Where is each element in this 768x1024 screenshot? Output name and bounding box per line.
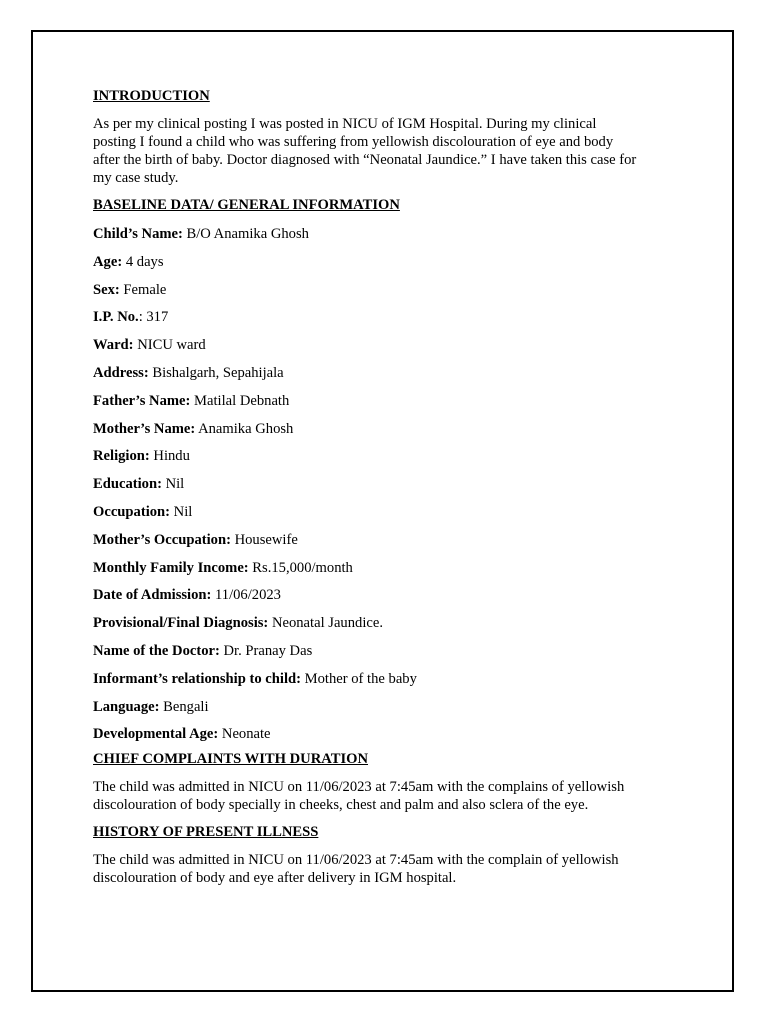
history-line: discolouration of body and eye after delivery in IGM hospital. [93, 870, 457, 887]
introduction-line: posting I found a child who was suffering from yellowish discolouration of eye and body [93, 134, 614, 150]
field-label: Provisional/Final Diagnosis: [93, 615, 269, 632]
field-value: Matilal Debnath [190, 392, 290, 409]
field-mother-occupation [93, 531, 683, 559]
field-value: Neonatal Jaundice. [268, 615, 383, 632]
field-value: NICU ward [133, 337, 206, 354]
field-label: Age: [93, 253, 123, 270]
chief-complaints-heading: CHIEF COMPLAINTS WITH DURATION [93, 751, 369, 768]
field-label: Developmental Age: [93, 726, 219, 743]
field-father-name [93, 392, 683, 420]
field-value: Dr. Pranay Das [219, 642, 313, 659]
field-value: Bishalgarh, Sepahijala [148, 364, 284, 381]
field-label: Ward: [93, 337, 134, 354]
field-value: Hindu [149, 448, 190, 465]
field-label: Religion: [93, 448, 150, 465]
history-paragraph [93, 851, 683, 887]
field-label: Informant’s relationship to child: [93, 670, 301, 687]
introduction-heading: INTRODUCTION [93, 88, 210, 104]
field-sex [93, 281, 683, 309]
field-label: Sex: [93, 281, 120, 298]
field-value: Female [119, 281, 167, 298]
field-value: Mother of the baby [300, 670, 417, 687]
field-date-of-admission [93, 586, 683, 614]
field-value: Anamika Ghosh [195, 420, 294, 437]
field-education [93, 475, 683, 503]
field-label: I.P. No. [93, 309, 139, 326]
field-developmental-age [93, 725, 683, 750]
field-age [93, 253, 683, 281]
introduction-line: my case study. [93, 170, 179, 186]
field-label: Mother’s Occupation: [93, 531, 231, 548]
field-label: Education: [93, 476, 162, 493]
field-value: Nil [170, 503, 193, 520]
history-line: The child was admitted in NICU on 11/06/2023 at 7:45am with the complain of yellowish [93, 852, 619, 869]
baseline-fields [93, 225, 683, 750]
field-value: Neonate [218, 726, 271, 743]
field-ward [93, 336, 683, 364]
field-language [93, 698, 683, 726]
field-label: Child’s Name: [93, 226, 183, 242]
field-informant-relationship [93, 670, 683, 698]
field-monthly-income [93, 559, 683, 587]
field-value: Housewife [230, 531, 298, 548]
field-occupation [93, 503, 683, 531]
introduction-line: after the birth of baby. Doctor diagnosed with “Neonatal Jaundice.” I have taken this case for [93, 152, 637, 168]
field-label: Name of the Doctor: [93, 642, 220, 659]
field-label: Date of Admission: [93, 587, 212, 604]
introduction-line: As per my clinical posting I was posted in NICU of IGM Hospital. During my clinical [93, 116, 597, 132]
field-value: 11/06/2023 [211, 587, 281, 604]
field-label: Father’s Name: [93, 392, 191, 409]
field-ip-no [93, 308, 683, 336]
baseline-heading: BASELINE DATA/ GENERAL INFORMATION [93, 197, 400, 213]
field-value: : 317 [138, 309, 169, 326]
field-mother-name [93, 420, 683, 448]
field-value: Nil [161, 476, 185, 493]
field-label: Occupation: [93, 503, 171, 520]
field-label: Mother’s Name: [93, 420, 196, 437]
field-religion [93, 447, 683, 475]
field-value: B/O Anamika Ghosh [182, 226, 309, 242]
field-address [93, 364, 683, 392]
document-body [93, 87, 683, 896]
field-child-name [93, 225, 683, 253]
field-label: Monthly Family Income: [93, 559, 249, 576]
field-value: Rs.15,000/month [248, 559, 353, 576]
history-heading: HISTORY OF PRESENT ILLNESS [93, 824, 319, 841]
introduction-paragraph [93, 115, 683, 187]
field-doctor-name [93, 642, 683, 670]
chief-complaints-paragraph [93, 778, 683, 814]
field-value: Bengali [159, 698, 209, 715]
chief-complaints-line: discolouration of body specially in cheeks, chest and palm and also sclera of the eye. [93, 797, 589, 814]
field-value: 4 days [122, 253, 164, 270]
field-label: Address: [93, 364, 149, 381]
chief-complaints-line: The child was admitted in NICU on 11/06/2023 at 7:45am with the complains of yellowish [93, 779, 625, 796]
field-diagnosis [93, 614, 683, 642]
field-label: Language: [93, 698, 160, 715]
